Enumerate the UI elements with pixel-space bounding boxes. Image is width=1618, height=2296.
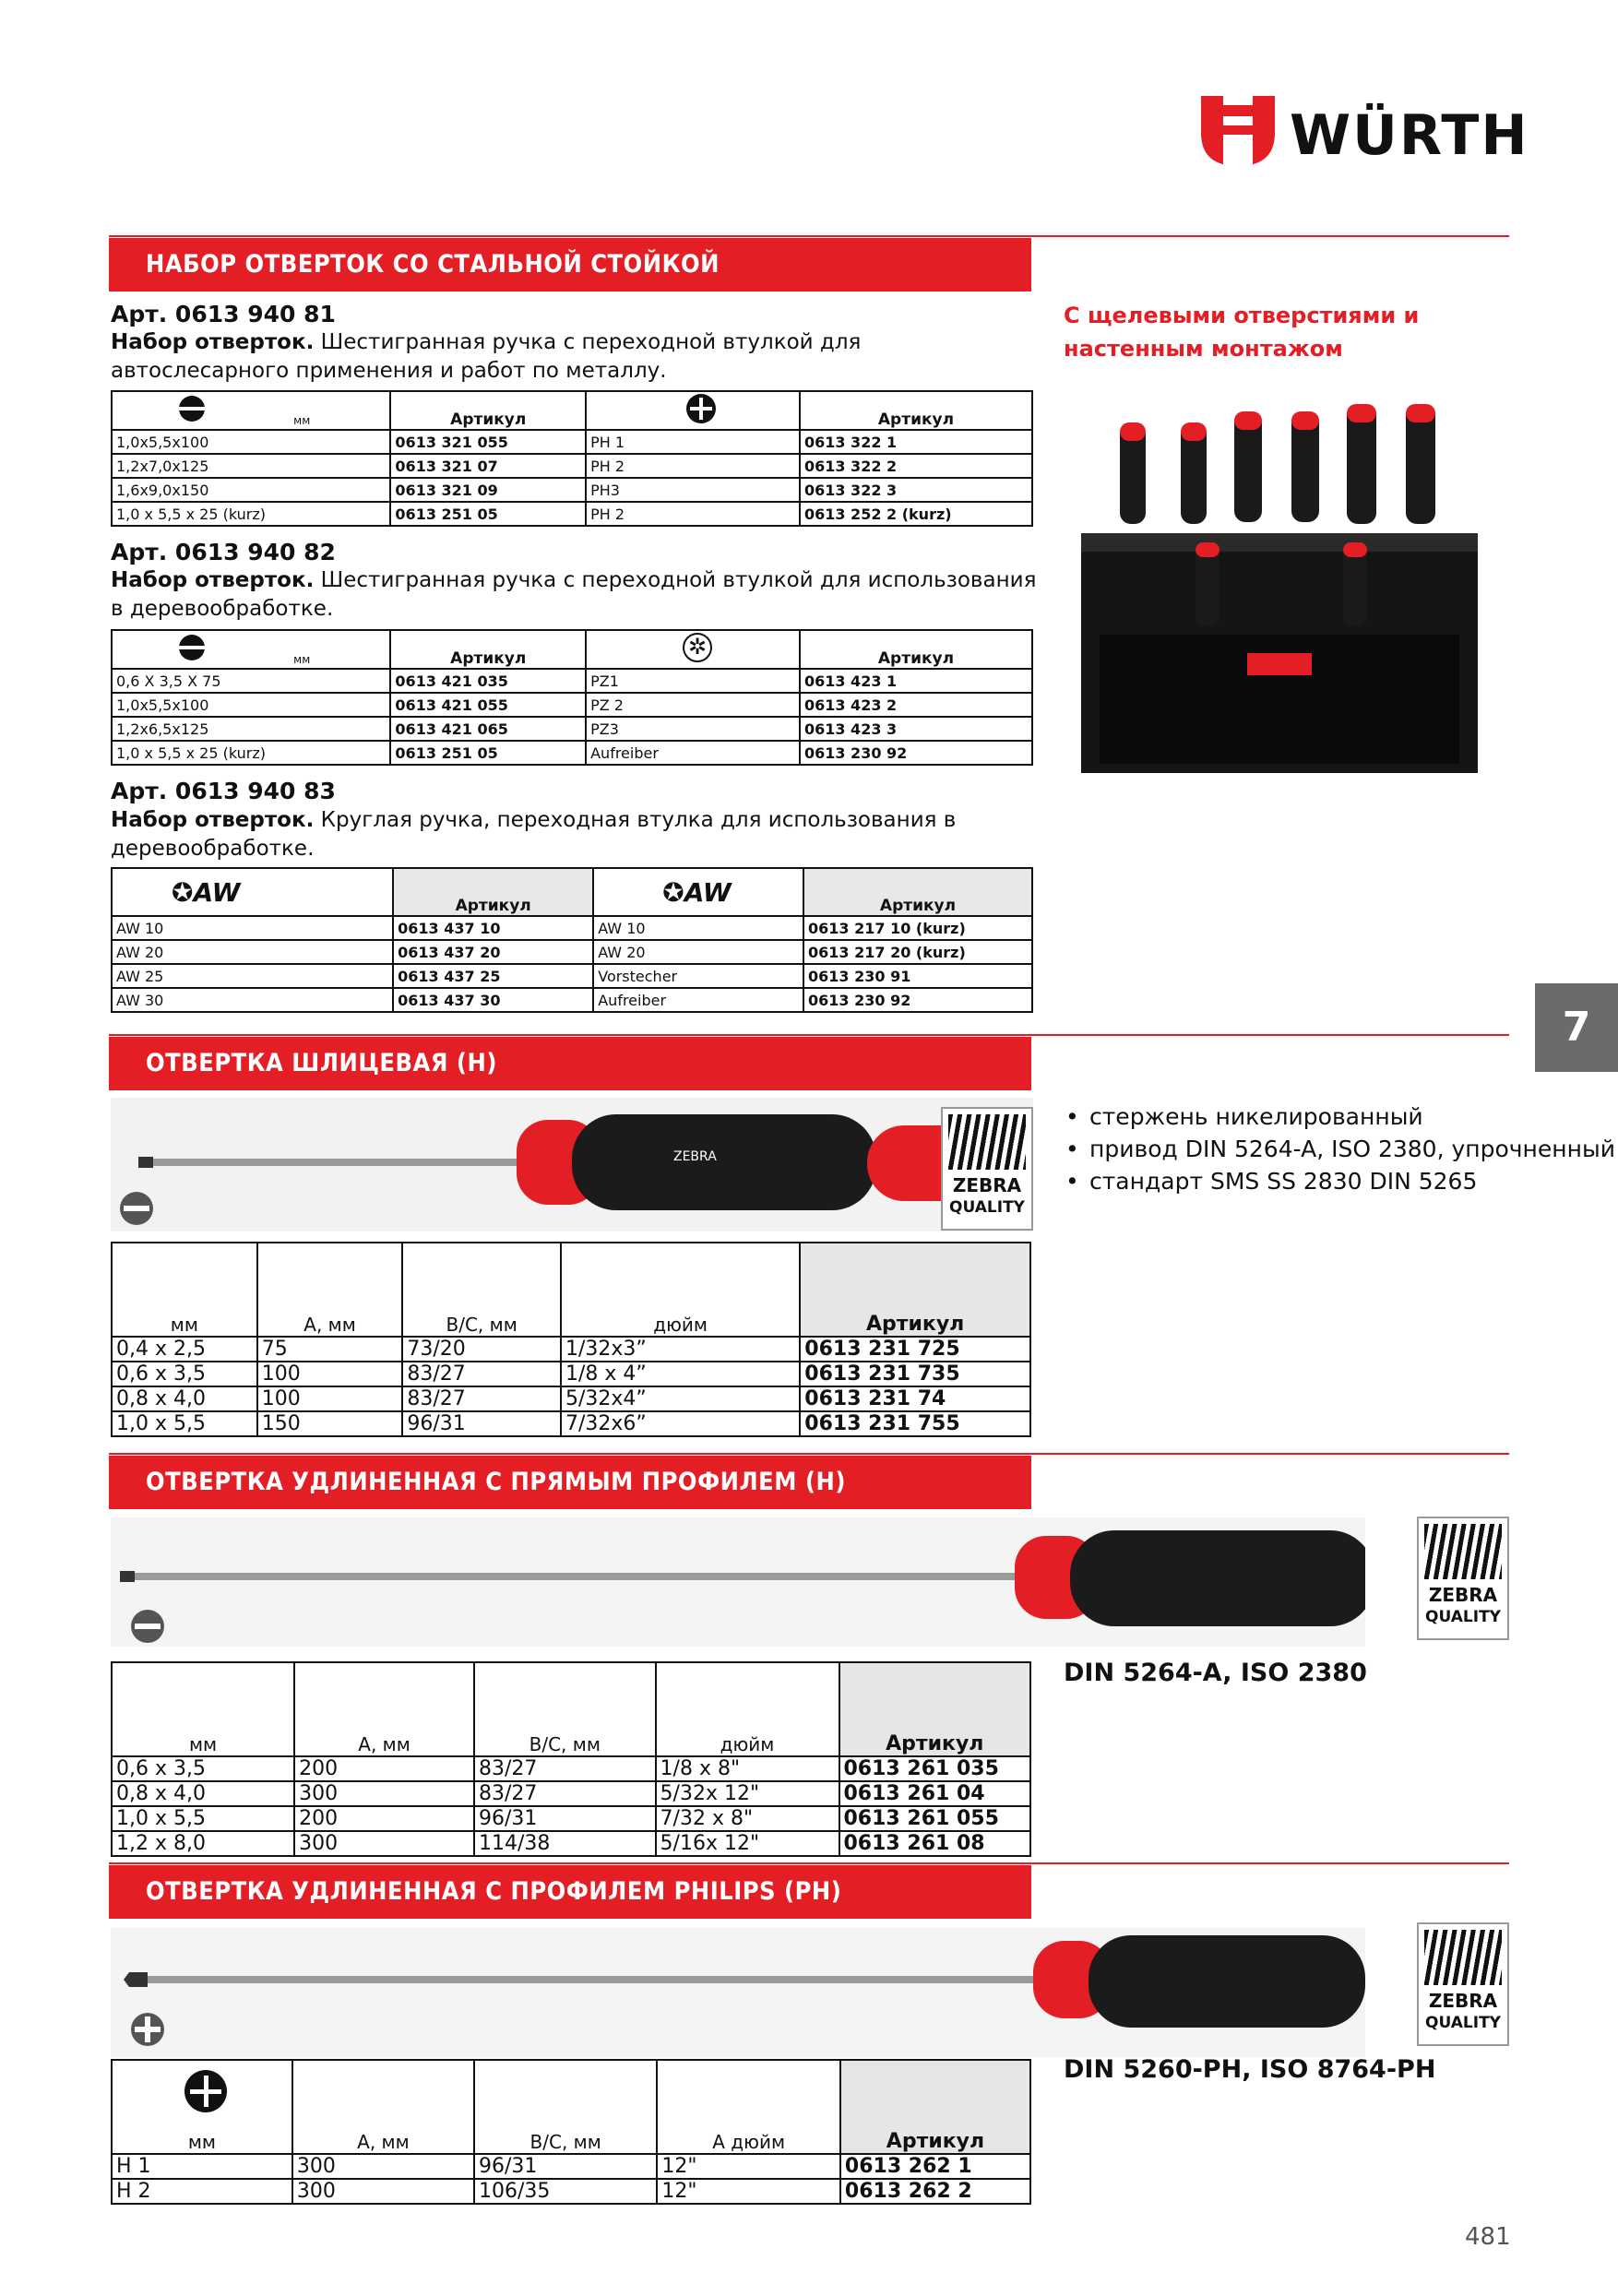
table-row: 1,6x9,0x150 0613 321 09 PH3 0613 322 3: [112, 478, 1032, 502]
inch-header: дюйм: [656, 1662, 839, 1756]
size-header: мм: [112, 2060, 292, 2154]
table-row: 0,8 x 4,0 100 83/27 5/32x4” 0613 231 74: [112, 1386, 1030, 1411]
phillips-header: [586, 391, 800, 430]
article-title-2: Арт. 0613 940 82: [111, 539, 336, 565]
table-row: AW 25 0613 437 25 Vorstecher 0613 230 91: [112, 964, 1032, 988]
table-row: 1,2x6,5x125 0613 421 065 PZ3 0613 423 3: [112, 717, 1032, 741]
article-header: Артикул: [800, 391, 1032, 430]
article-title-1: Арт. 0613 940 81: [111, 301, 336, 327]
table-row: 1,2 x 8,0 300 114/38 5/16x 12" 0613 261 08: [112, 1831, 1030, 1856]
screwdriver-rack-image: [1072, 386, 1487, 782]
wurth-logo: [1201, 96, 1529, 170]
table-row: 0,4 x 2,5 75 73/20 1/32x3” 0613 231 725: [112, 1337, 1030, 1362]
inch-header: дюйм: [561, 1243, 800, 1337]
aw-logo-icon: ✪AW: [662, 876, 732, 908]
table-row: 1,0x5,5x100 0613 421 055 PZ 2 0613 423 2: [112, 693, 1032, 717]
article-title-3: Арт. 0613 940 83: [111, 778, 336, 804]
table-row: 0,6 x 3,5 200 83/27 1/8 x 8" 0613 261 035: [112, 1756, 1030, 1781]
table-set-81: [111, 390, 1033, 527]
bc-header: B/C, мм: [474, 2060, 657, 2154]
slot-icon: [179, 635, 205, 660]
phillips-icon: [184, 2070, 227, 2112]
section-divider: [109, 1453, 1509, 1455]
article-header: Артикул: [390, 630, 586, 669]
section-title-2: ОТВЕРТКА ШЛИЦЕВАЯ (H): [109, 1037, 1031, 1090]
table-row: AW 30 0613 437 30 Aufreiber 0613 230 92: [112, 988, 1032, 1012]
section-divider: [109, 1034, 1509, 1036]
side-note: С щелевыми отверстиями и настенным монтажом: [1064, 303, 1420, 362]
aw-header: [112, 868, 393, 916]
table-long-slotted: [111, 1661, 1031, 1857]
table-row: 1,2x7,0x125 0613 321 07 PH 2 0613 322 2: [112, 454, 1032, 478]
slot-icon: [179, 396, 205, 422]
wurth-logo-icon: [1201, 96, 1275, 166]
table-row: 0,6 X 3,5 X 75 0613 421 035 PZ1 0613 423 1: [112, 669, 1032, 693]
list-item: • привод DIN 5264-A, ISO 2380, упрочненный: [1065, 1133, 1615, 1165]
feature-list: [1065, 1100, 1615, 1197]
length-header: A, мм: [294, 1662, 474, 1756]
table-row: 0,6 x 3,5 100 83/27 1/8 x 4” 0613 231 735: [112, 1362, 1030, 1386]
zebra-quality-badge: ZEBRA QUALITY: [1417, 1922, 1509, 2046]
pozidriv-header: [586, 630, 800, 669]
table-row: 1,0 x 5,5 200 96/31 7/32 x 8" 0613 261 055: [112, 1806, 1030, 1831]
size-header: мм: [112, 1662, 294, 1756]
aw-logo-icon: ✪AW: [172, 876, 241, 908]
slot-header: мм: [112, 391, 390, 430]
table-row: H 2 300 106/35 12" 0613 262 2: [112, 2179, 1030, 2204]
length-header: A, мм: [257, 1243, 403, 1337]
pozidriv-icon: ✲: [683, 633, 712, 662]
section-title-1: НАБОР ОТВЕРТОК СО СТАЛЬНОЙ СТОЙКОЙ: [109, 238, 1031, 291]
table-long-phillips: [111, 2059, 1031, 2205]
table-row: 1,0 x 5,5 x 25 (kurz) 0613 251 05 PH 2 0613 252 2 (kurz): [112, 502, 1032, 526]
article-header: Артикул: [803, 868, 1032, 916]
table-row: 1,0 x 5,5 x 25 (kurz) 0613 251 05 Aufreiber 0613 230 92: [112, 741, 1032, 765]
section-title-3: ОТВЕРТКА УДЛИНЕННАЯ С ПРЯМЫМ ПРОФИЛЕМ (H): [109, 1456, 1031, 1509]
table-set-83: [111, 867, 1033, 1013]
list-item: • стержень никелированный: [1065, 1100, 1615, 1133]
list-item: • стандарт SMS SS 2830 DIN 5265: [1065, 1165, 1615, 1197]
brand-name: WÜRTH: [1290, 103, 1529, 168]
long-slotted-screwdriver-image: [111, 1517, 1365, 1647]
table-row: AW 20 0613 437 20 AW 20 0613 217 20 (kurz): [112, 940, 1032, 964]
article-desc-3: Набор отверток. Круглая ручка, переходная втулка для использования в деревообработке.: [111, 808, 957, 861]
table-row: 0,8 x 4,0 300 83/27 5/32x 12" 0613 261 04: [112, 1781, 1030, 1806]
table-row: 1,0x5,5x100 0613 321 055 PH 1 0613 322 1: [112, 430, 1032, 454]
section-divider: [109, 235, 1509, 237]
zebra-quality-badge: ZEBRA QUALITY: [1417, 1517, 1509, 1640]
article-header: Артикул: [800, 1243, 1030, 1337]
table-row: 1,0 x 5,5 150 96/31 7/32x6” 0613 231 755: [112, 1411, 1030, 1436]
standard-label: DIN 5264-A, ISO 2380: [1064, 1659, 1367, 1687]
slotted-screwdriver-image: [111, 1098, 1033, 1231]
table-set-82: [111, 629, 1033, 766]
article-desc-2: Набор отверток. Шестигранная ручка с переходной втулкой для использования в деревообработке.: [111, 568, 1037, 621]
article-header: Артикул: [393, 868, 593, 916]
length-header: A, мм: [292, 2060, 474, 2154]
svg-text:ZEBRA: ZEBRA: [673, 1149, 717, 1164]
article-header: Артикул: [390, 391, 586, 430]
inch-header: A дюйм: [657, 2060, 840, 2154]
page-number: 481: [1465, 2223, 1511, 2251]
size-header: мм: [112, 1243, 257, 1337]
zebra-quality-badge: ZEBRA QUALITY: [941, 1107, 1033, 1231]
article-header: Артикул: [840, 2060, 1030, 2154]
table-row: AW 10 0613 437 10 AW 10 0613 217 10 (kurz): [112, 916, 1032, 940]
chapter-tab: 7: [1535, 983, 1618, 1072]
aw-header: [593, 868, 803, 916]
article-header: Артикул: [839, 1662, 1031, 1756]
table-slotted: [111, 1242, 1031, 1437]
slot-header: мм: [112, 630, 390, 669]
phillips-icon: [686, 394, 716, 423]
section-divider: [109, 1862, 1509, 1864]
bc-header: B/C, мм: [474, 1662, 656, 1756]
long-phillips-screwdriver-image: [111, 1928, 1365, 2057]
section-title-4: ОТВЕРТКА УДЛИНЕННАЯ С ПРОФИЛЕМ PHILIPS (PH): [109, 1865, 1031, 1919]
bc-header: B/C, мм: [402, 1243, 561, 1337]
article-desc-1: Набор отверток. Шестигранная ручка с переходной втулкой для автослесарного применения и работ по металлу.: [111, 330, 862, 383]
table-row: H 1 300 96/31 12" 0613 262 1: [112, 2154, 1030, 2179]
article-header: Артикул: [800, 630, 1032, 669]
standard-label: DIN 5260-PH, ISO 8764-PH: [1064, 2055, 1436, 2084]
